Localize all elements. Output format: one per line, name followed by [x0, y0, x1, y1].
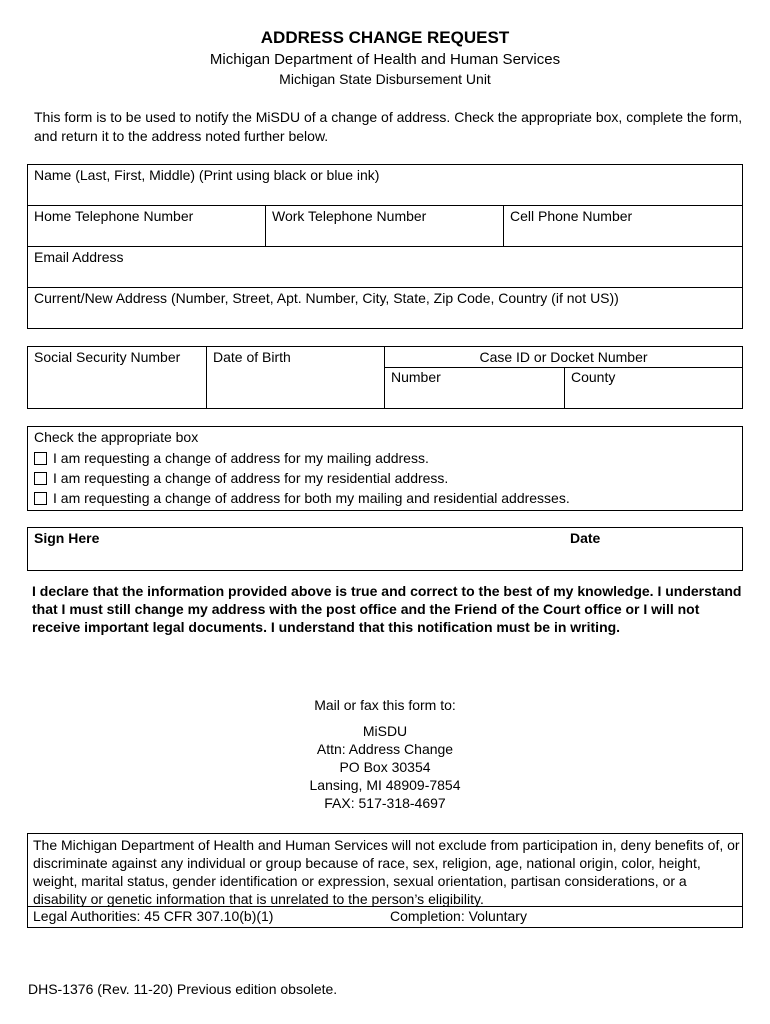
cell-phone-label: Cell Phone Number — [510, 208, 633, 224]
declaration-text: I declare that the information provided above is true and correct to the best of my knowledge. I understand that I must still change my address with the post office and the Friend of the Court office or I will not receive important legal documents. I understand that this notification must be in writing. — [32, 583, 742, 635]
sign-here-label: Sign Here — [34, 530, 100, 546]
legal-authorities: Legal Authorities: 45 CFR 307.10(b)(1) — [33, 908, 274, 924]
mail-line-fax: FAX: 517-318-4697 — [324, 795, 446, 811]
case-id-label: Case ID or Docket Number — [479, 349, 648, 365]
case-number-field[interactable] — [385, 367, 564, 408]
form-title: ADDRESS CHANGE REQUEST — [260, 28, 510, 47]
residential-address-label: I am requesting a change of address for my residential address. — [53, 470, 449, 486]
mail-line-po-box: PO Box 30354 — [339, 759, 431, 775]
checkbox-heading: Check the appropriate box — [34, 429, 199, 445]
form-number-footer: DHS-1376 (Rev. 11-20) Previous edition obsolete. — [28, 981, 338, 997]
email-field[interactable] — [28, 247, 742, 287]
home-phone-field[interactable] — [28, 206, 265, 246]
cell-phone-field[interactable] — [504, 206, 742, 246]
ssn-label: Social Security Number — [34, 349, 181, 365]
both-addresses-checkbox[interactable] — [34, 492, 47, 505]
completion-status: Completion: Voluntary — [390, 908, 527, 924]
mail-instruction: Mail or fax this form to: — [314, 697, 456, 713]
email-label: Email Address — [34, 249, 124, 265]
name-label: Name (Last, First, Middle) (Print using black or blue ink) — [34, 167, 380, 183]
dob-field[interactable] — [207, 347, 384, 408]
mailing-address-checkbox[interactable] — [34, 452, 47, 465]
residential-address-checkbox[interactable] — [34, 472, 47, 485]
mail-line-attn: Attn: Address Change — [316, 741, 454, 757]
home-phone-label: Home Telephone Number — [34, 208, 194, 224]
nondiscrimination-text: The Michigan Department of Health and Human Services will not exclude from participation in, deny benefits of, or discriminate against any individual or group because of race, sex, religion, age, national origin, color, height, weight, marital status, gender identification or expression, sexual orientation, partisan considerations, or a disability or genetic information that is unrelated to the person’s eligibility. — [33, 837, 740, 907]
personal-info-table — [27, 164, 743, 329]
residential-address-option[interactable] — [34, 469, 448, 488]
id-info-table — [27, 346, 743, 409]
both-addresses-label: I am requesting a change of address for both my mailing and residential addresses. — [53, 490, 570, 506]
case-id-header — [385, 347, 742, 367]
mail-line-recipient: MiSDU — [362, 723, 408, 739]
address-label: Current/New Address (Number, Street, Apt. Number, City, State, Zip Code, Country (if not US)) — [34, 290, 619, 306]
mail-line-city: Lansing, MI 48909-7854 — [309, 777, 461, 793]
name-field[interactable] — [28, 165, 742, 205]
unit-name: Michigan State Disbursement Unit — [279, 71, 491, 87]
signature-section[interactable] — [27, 527, 743, 571]
department-name: Michigan Department of Health and Human Services — [209, 51, 561, 68]
intro-text: This form is to be used to notify the MiSDU of a change of address. Check the appropriate box, complete the form, and return it to the address noted further below. — [34, 109, 743, 144]
both-addresses-option[interactable] — [34, 489, 570, 508]
date-label: Date — [570, 530, 601, 546]
ssn-field[interactable] — [28, 347, 206, 408]
county-label: County — [571, 369, 616, 385]
mailing-address-label: I am requesting a change of address for my mailing address. — [53, 450, 429, 466]
work-phone-label: Work Telephone Number — [272, 208, 427, 224]
dob-label: Date of Birth — [213, 349, 291, 365]
address-field[interactable] — [28, 288, 742, 328]
work-phone-field[interactable] — [266, 206, 503, 246]
county-field[interactable] — [565, 367, 742, 408]
case-number-label: Number — [391, 369, 441, 385]
mailing-address-option[interactable] — [34, 449, 429, 468]
